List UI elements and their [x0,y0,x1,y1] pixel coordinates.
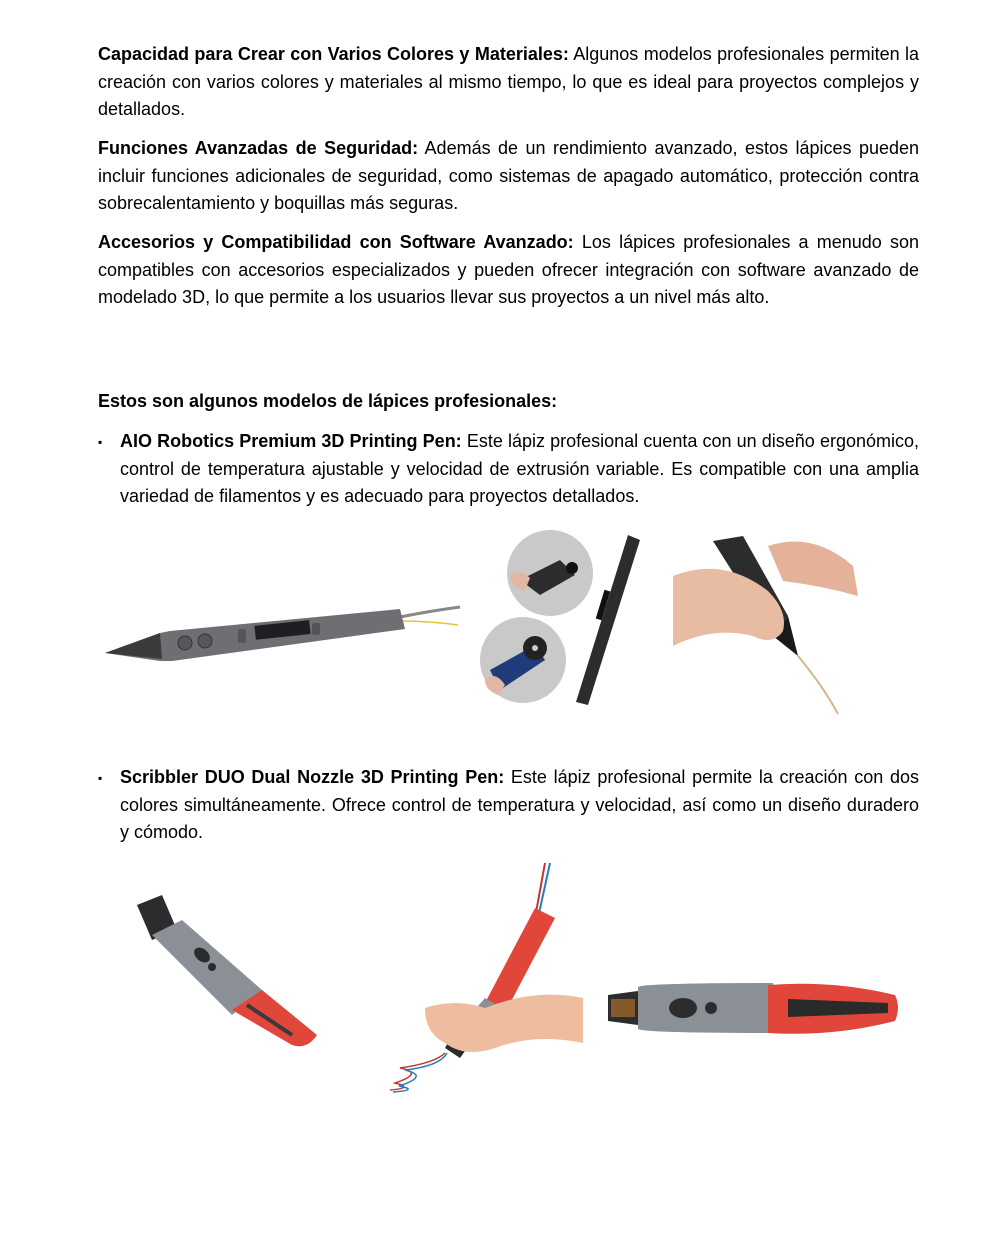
aio-pen-vertical-photo [480,530,645,715]
paragraph-accessories: Accesorios y Compatibilidad con Software Avanzado: Los lápices profesionales a menudo son compatibles con accesorios especializados y pueden ofrecer integración con software avanzado de modelado 3D, lo que permite a los usuarios llevar sus proyectos a un nivel más alto. [98,232,919,307]
bullet-marker: ▪ [98,435,103,449]
scribbler-pen-angled-photo [132,895,322,1050]
models-heading: Estos son algunos modelos de lápices profesionales: [98,391,558,411]
model-item-aio: AIO Robotics Premium 3D Printing Pen: Este lápiz profesional cuenta con un diseño ergonómico, control de temperatura ajustable y velocidad de extrusión variable. Es compatible con una amplia variedad de filamentos y es adecuado para proyectos detallados. [120,431,919,506]
paragraph-safety: Funciones Avanzadas de Seguridad: Además de un rendimiento avanzado, estos lápices pueden incluir funciones adicionales de seguridad, como sistemas de apagado automático, protección contra sobrecalentamiento y boquillas más seguras. [98,138,920,213]
paragraph-multicolor: Capacidad para Crear con Varios Colores y Materiales: Algunos modelos profesionales permiten la creación con varios colores y materiales al mismo tiempo, lo que es ideal para proyectos complejos y detallados. [98,44,919,119]
scribbler-pen-side-photo [603,975,901,1040]
bullet-marker: ▪ [98,771,103,785]
aio-pen-in-hand-photo [673,536,858,716]
model-item-scribbler: Scribbler DUO Dual Nozzle 3D Printing Pen: Este lápiz profesional permite la creación con dos colores simultáneamente. Ofrece control de temperatura y velocidad, así como un diseño duradero y cómodo. [120,767,919,842]
aio-pen-photo [100,595,465,670]
scribbler-pen-in-hand-photo [385,858,585,1093]
